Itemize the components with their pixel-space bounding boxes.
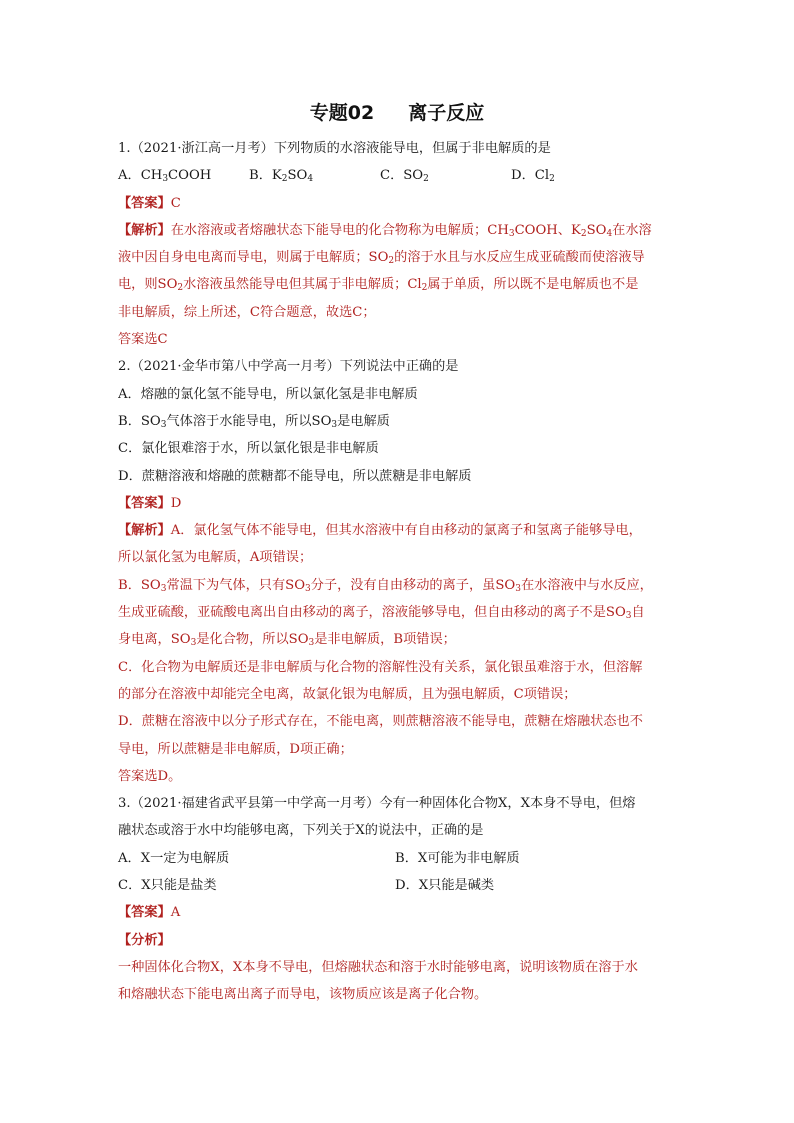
q2-analysis-text: A．氯化氢气体不能导电，但其水溶液中有自由移动的氯离子和氢离子能够导电， xyxy=(170,523,642,539)
q1-analysis-label: 【解析】 xyxy=(118,222,171,238)
q2-analysis-label: 【解析】 xyxy=(118,523,171,539)
q3-fenxi-label: 【分析】 xyxy=(118,932,171,948)
document-body xyxy=(118,135,684,1009)
q1-analysis-line: 电，则$SO_2$水溶液虽然能导电但其属于非电解质；$Cl_2$属于单质，所以既不是电解质也不是 xyxy=(118,277,639,294)
q1-stem: 1.（2021·浙江高一月考）下列物质的水溶液能导电，但属于非电解质的是 xyxy=(118,141,551,156)
q2-analysis-line: 身电离，$SO_3$是化合物，所以$SO_3$是非电解质，B项错误； xyxy=(118,632,456,649)
q2-analysis-line: 生成亚硫酸，亚硫酸电离出自由移动的离子，溶液能够导电，但自由移动的离子不是$SO_3$自 xyxy=(118,605,645,622)
q2-analysis-line: 导电，所以蔗糖是非电解质，D项正确； xyxy=(118,741,353,757)
title-topic-name: 离子反应 xyxy=(408,102,485,124)
q3-option-d: D．X只能是碱类 xyxy=(395,878,495,894)
q1-analysis-line: 非电解质，综上所述，C符合题意，故选C； xyxy=(118,304,376,320)
q2-analysis-line xyxy=(118,517,684,544)
q3-option-a: A．X一定为电解质 xyxy=(118,850,230,866)
q3-answer-label: 【答案】 xyxy=(118,905,171,921)
q2-answer-value: D xyxy=(170,495,182,511)
q3-fenxi-line: 一种固体化合物X，X本身不导电，但熔融状态和溶于水时能够电离，说明该物质在溶于水 xyxy=(118,959,638,975)
q3-answer-value: A xyxy=(170,905,181,921)
q2-analysis-line: D．蔗糖在溶液中以分子形式存在，不能电离，则蔗糖溶液不能导电，蔗糖在熔融状态也不 xyxy=(118,714,643,730)
q2-analysis-line: C．化合物为电解质还是非电解质与化合物的溶解性没有关系，氯化银虽难溶于水，但溶解 xyxy=(118,659,643,675)
q2-option-b: B．$SO_3$气体溶于水能导电，所以$SO_3$是电解质 xyxy=(118,413,390,430)
q1-analysis-line: 液中因自身电电离而导电，则属于电解质；$SO_2$的溶于水且与水反应生成亚硫酸而使溶液导 xyxy=(118,250,645,267)
q2-stem: 2.（2021·金华市第八中学高一月考）下列说法中正确的是 xyxy=(118,359,459,375)
q3-fenxi-line: 和熔融状态下能电离出离子而导电，该物质应该是离子化合物。 xyxy=(118,987,488,1003)
q2-final-answer: 答案选D。 xyxy=(118,768,182,784)
q3-stem: 融状态或溶于水中均能够电离，下列关于X的说法中，正确的是 xyxy=(118,823,484,839)
q1-answer-value: C xyxy=(170,195,181,211)
q2-analysis-line: 所以氯化氢为电解质，A项错误； xyxy=(118,550,313,566)
q1-option-b: B．$K_2SO_4$ xyxy=(249,168,314,185)
q2-option-d: D．蔗糖溶液和熔融的蔗糖都不能导电，所以蔗糖是非电解质 xyxy=(118,468,472,484)
q3-answer xyxy=(118,899,684,926)
q1-analysis-text: 在水溶液或者熔融状态下能导电的化合物称为电解质；$CH_3COOH$、$K_2SO_4$在水溶 xyxy=(170,222,652,239)
q1-option-d: D．$Cl_2$ xyxy=(511,168,555,185)
q3-option-b: B．X可能为非电解质 xyxy=(395,850,520,866)
q2-answer-label: 【答案】 xyxy=(118,495,171,511)
q1-answer xyxy=(118,190,684,217)
q1-option-c: C．$SO_2$ xyxy=(380,168,429,185)
q2-analysis-line: 的部分在溶液中却能完全电离，故氯化银为电解质，且为强电解质，C项错误； xyxy=(118,686,577,702)
q3-options-row xyxy=(118,872,684,899)
q3-option-c: C．X只能是盐类 xyxy=(118,878,217,894)
q2-option-a: A．熔融的氯化氢不能导电，所以氯化氢是非电解质 xyxy=(118,386,418,402)
q2-analysis-line: B．$SO_3$常温下为气体，只有$SO_3$分子，没有自由移动的离子，虽$SO_3$在水溶液中与水反应， xyxy=(118,577,653,594)
title-topic-number: 专题02 xyxy=(309,102,375,124)
q1-option-a: A．$CH_3COOH$ xyxy=(118,168,212,185)
q1-analysis-line xyxy=(118,217,684,244)
q2-option-c: C．氯化银难溶于水，所以氯化银是非电解质 xyxy=(118,441,379,457)
q2-answer xyxy=(118,490,684,517)
q3-options-row xyxy=(118,845,684,872)
q1-answer-label: 【答案】 xyxy=(118,195,171,211)
q3-stem: 3.（2021·福建省武平县第一中学高一月考）今有一种固体化合物X，X本身不导电，但熔 xyxy=(118,796,636,812)
q1-final-answer: 答案选C xyxy=(118,332,168,348)
page-title xyxy=(0,98,794,125)
q1-options xyxy=(118,162,684,189)
